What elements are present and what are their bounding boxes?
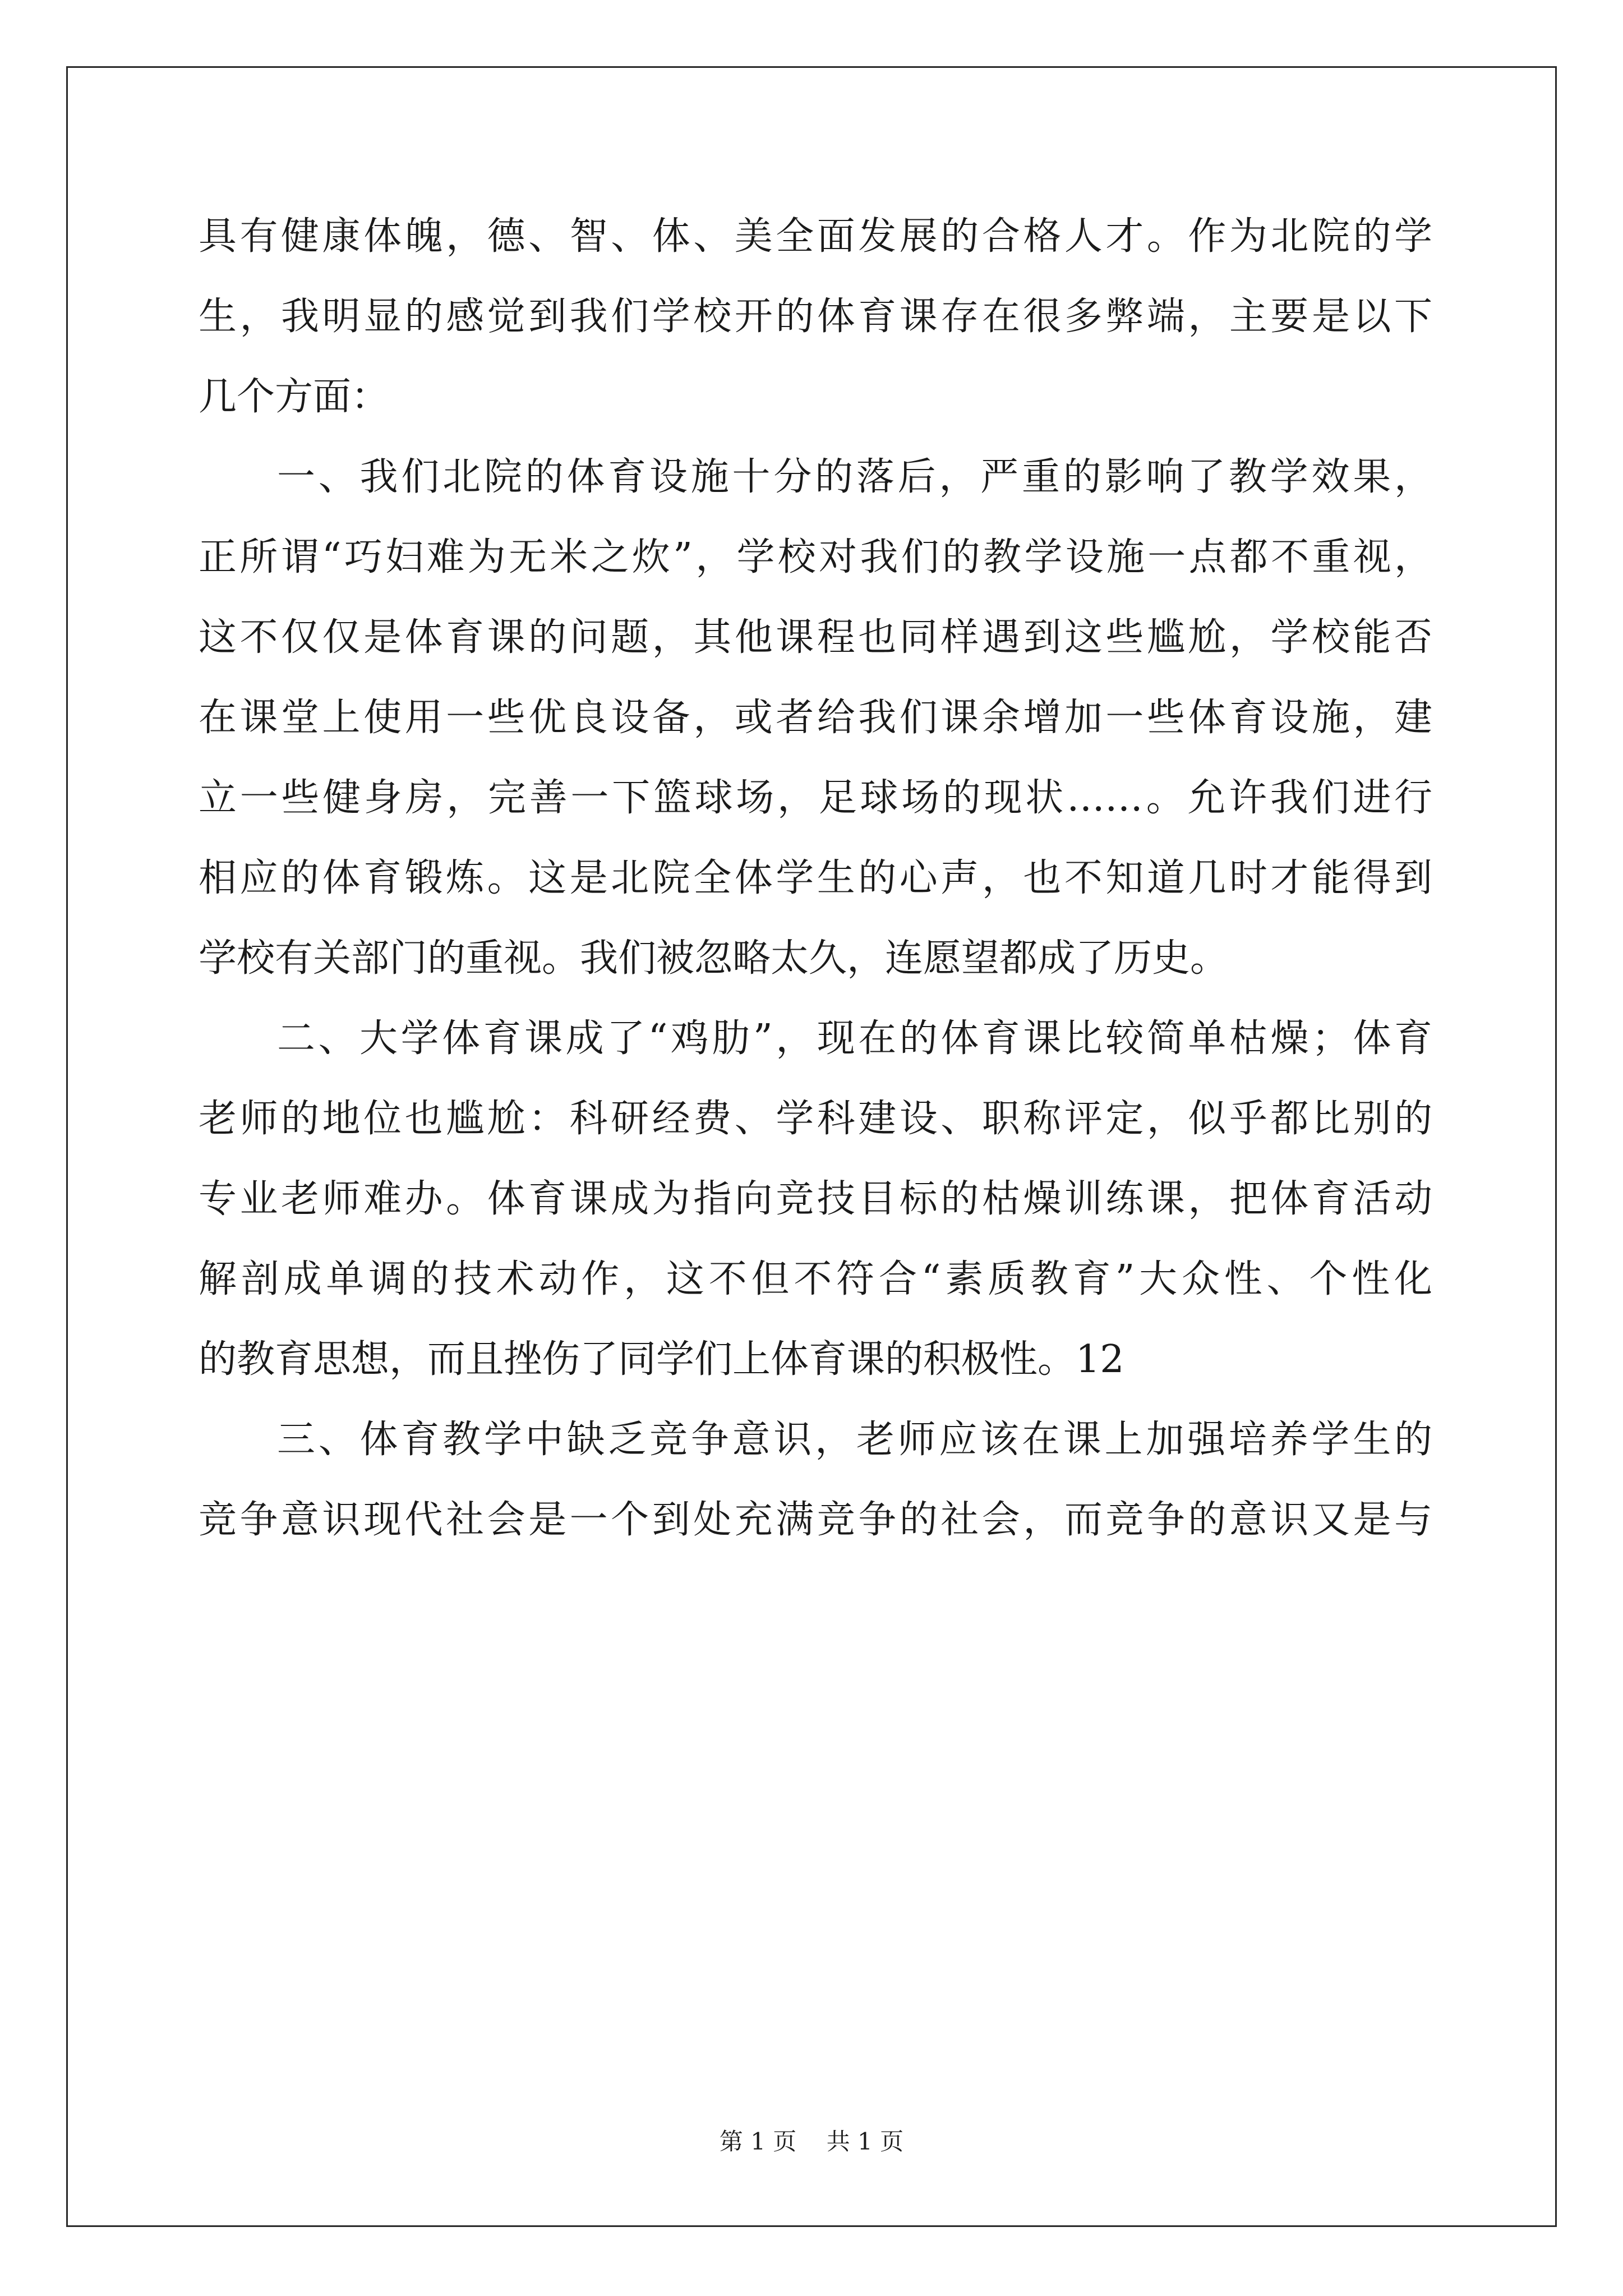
line-text: 相应的体育锻炼。这是北院全体学生的心声，也不知道几时才能得到 <box>199 856 1432 900</box>
paragraph-start-line <box>199 1016 1432 1100</box>
line-text: 具有健康体魄，德、智、体、美全面发展的合格人才。作为北院的学 <box>199 214 1432 259</box>
line-text: 一、我们北院的体育设施十分的落后，严重的影响了教学效果， <box>277 455 1432 499</box>
text-line <box>199 375 1432 458</box>
line-text: 学校有关部门的重视。我们被忽略太久，连愿望都成了历史。 <box>199 936 1229 981</box>
text-line <box>199 1337 1432 1421</box>
text-line <box>199 1097 1432 1180</box>
text-line <box>199 214 1432 298</box>
line-text: 老师的地位也尴尬：科研经费、学科建设、职称评定，似乎都比别的 <box>199 1097 1432 1141</box>
line-text: 解剖成单调的技术动作，这不但不符合“素质教育”大众性、个性化 <box>199 1257 1432 1301</box>
line-text: 三、体育教学中缺乏竞争意识，老师应该在课上加强培养学生的 <box>277 1418 1432 1462</box>
text-line <box>199 1257 1432 1341</box>
line-text: 这不仅仅是体育课的问题，其他课程也同样遇到这些尴尬，学校能否 <box>199 615 1432 660</box>
paragraph-start-line <box>199 455 1432 539</box>
text-line <box>199 696 1432 779</box>
text-line <box>199 295 1432 378</box>
line-text: 在课堂上使用一些优良设备，或者给我们课余增加一些体育设施，建 <box>199 696 1432 740</box>
text-line <box>199 856 1432 940</box>
text-line <box>199 615 1432 699</box>
line-text: 生，我明显的感觉到我们学校开的体育课存在很多弊端，主要是以下 <box>199 295 1432 339</box>
page-number-footer: 第 1 页 共 1 页 <box>719 2128 904 2155</box>
line-text: 几个方面： <box>199 375 390 419</box>
line-text: 专业老师难办。体育课成为指向竞技目标的枯燥训练课，把体育活动 <box>199 1177 1432 1221</box>
text-line <box>199 535 1432 619</box>
line-text: 竞争意识现代社会是一个到处充满竞争的社会，而竞争的意识又是与 <box>199 1498 1432 1542</box>
text-line <box>199 776 1432 859</box>
line-text: 二、大学体育课成了“鸡肋”，现在的体育课比较简单枯燥；体育 <box>277 1016 1432 1061</box>
line-text: 立一些健身房，完善一下篮球场，足球场的现状……。允许我们进行 <box>199 776 1432 820</box>
line-text: 的教育思想，而且挫伤了同学们上体育课的积极性。12 <box>199 1337 1124 1382</box>
line-text: 正所谓“巧妇难为无米之炊”，学校对我们的教学设施一点都不重视， <box>199 535 1432 579</box>
document-body <box>199 214 1432 1581</box>
text-line <box>199 1177 1432 1260</box>
paragraph-start-line <box>199 1418 1432 1501</box>
text-line <box>199 1498 1432 1581</box>
text-line <box>199 936 1432 1020</box>
